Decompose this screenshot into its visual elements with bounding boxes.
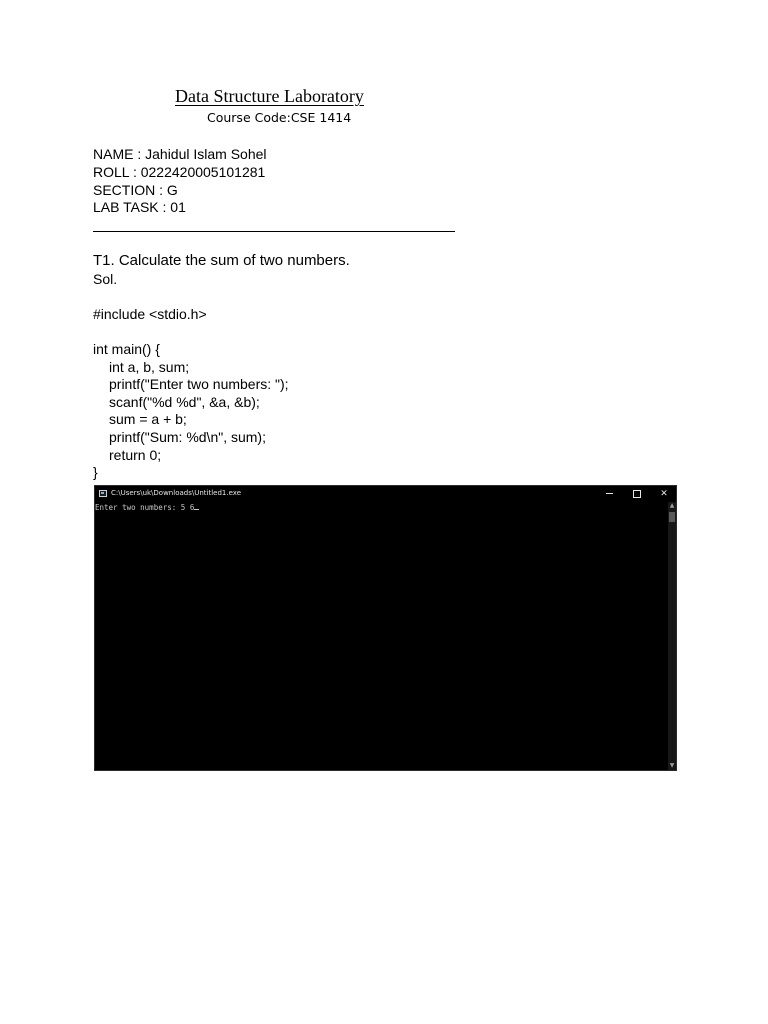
code-block bbox=[93, 341, 289, 482]
code-line: return 0; bbox=[109, 446, 162, 463]
student-info bbox=[93, 146, 267, 217]
text-cursor bbox=[194, 509, 199, 510]
console-window-screenshot bbox=[94, 485, 677, 771]
code-line: sum = a + b; bbox=[109, 411, 187, 428]
console-app-icon bbox=[99, 490, 107, 497]
minimize-icon bbox=[606, 493, 613, 494]
document-title: Data Structure Laboratory bbox=[175, 86, 364, 106]
lab-task-number: LAB TASK : 01 bbox=[93, 199, 186, 216]
course-code: Course Code:CSE 1414 bbox=[207, 110, 352, 125]
console-titlebar bbox=[95, 486, 676, 502]
scroll-down-arrow-icon[interactable]: ▼ bbox=[669, 762, 675, 769]
minimize-button[interactable] bbox=[595, 486, 623, 502]
code-line: } bbox=[93, 464, 98, 481]
maximize-icon bbox=[633, 490, 641, 498]
student-section: SECTION : G bbox=[93, 181, 178, 198]
task-title: T1. Calculate the sum of two numbers. bbox=[93, 252, 350, 269]
code-line: printf("Enter two numbers: "); bbox=[109, 376, 289, 393]
code-line: int main() { bbox=[93, 341, 160, 357]
maximize-button[interactable] bbox=[623, 486, 651, 502]
console-window-title: C:\Users\uk\Downloads\Untitled1.exe bbox=[111, 489, 241, 497]
student-roll: ROLL : 0222420005101281 bbox=[93, 163, 266, 180]
code-line: int a, b, sum; bbox=[109, 358, 190, 375]
scroll-up-arrow-icon[interactable]: ▲ bbox=[669, 502, 675, 509]
close-button[interactable] bbox=[650, 486, 678, 502]
console-output bbox=[95, 503, 199, 512]
solution-label: Sol. bbox=[93, 271, 118, 287]
horizontal-divider bbox=[93, 231, 455, 232]
code-line: scanf("%d %d", &a, &b); bbox=[109, 393, 260, 410]
vertical-scrollbar[interactable] bbox=[668, 502, 676, 770]
console-output-line: Enter two numbers: 5 6 bbox=[95, 503, 195, 512]
code-line: printf("Sum: %d\n", sum); bbox=[109, 428, 266, 445]
close-icon: ✕ bbox=[660, 489, 668, 499]
include-line: #include <stdio.h> bbox=[93, 306, 207, 322]
scrollbar-thumb[interactable] bbox=[669, 512, 675, 522]
student-name: NAME : Jahidul Islam Sohel bbox=[93, 146, 267, 162]
